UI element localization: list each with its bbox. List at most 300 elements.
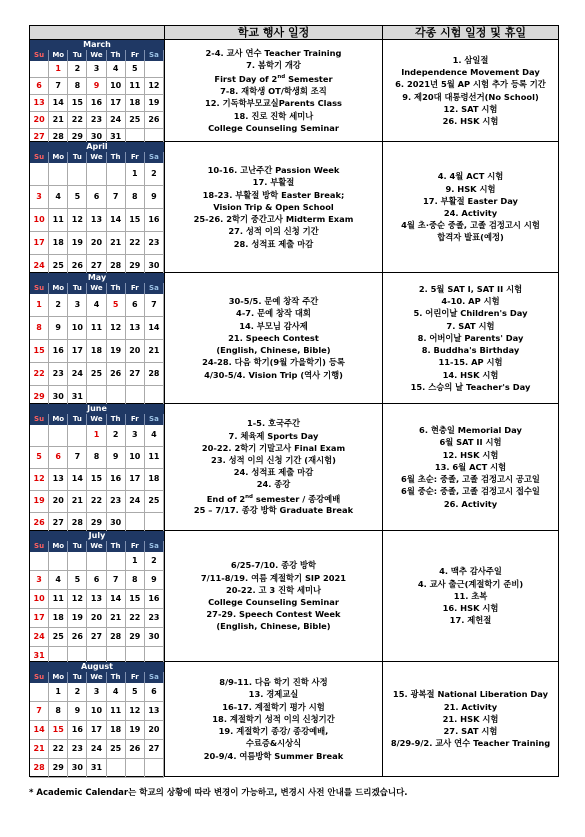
exam-holiday: Independence Movement Day	[401, 67, 540, 78]
exam-holiday: 11. 초복	[453, 590, 488, 601]
calendar-day: 21	[107, 232, 126, 254]
calendar-day	[49, 425, 68, 446]
calendar-day: 28	[107, 628, 126, 646]
calendar-day: 5	[107, 294, 126, 316]
calendar-day	[87, 163, 106, 185]
weekday-label: Th	[107, 152, 126, 163]
calendar-day: 3	[87, 61, 106, 77]
calendar-day: 6	[145, 683, 164, 701]
weekday-label: Sa	[145, 50, 164, 61]
calendar-week	[30, 78, 164, 95]
weekday-label: Tu	[68, 672, 87, 683]
calendar-day: 28	[68, 513, 87, 534]
calendar-day: 24	[30, 255, 49, 277]
calendar-day: 21	[49, 112, 68, 128]
calendar-day: 25	[49, 255, 68, 277]
calendar-day: 6	[126, 294, 145, 316]
calendar-day: 9	[49, 317, 68, 339]
weekday-label: Th	[107, 50, 126, 61]
month-row-july	[30, 531, 558, 662]
school-event: First Day of 2nd Semester	[214, 74, 333, 85]
calendar-day	[49, 163, 68, 185]
month-row-march	[30, 40, 558, 142]
mini-calendar-may	[30, 273, 165, 403]
calendar-day	[30, 61, 49, 77]
calendar-day: 22	[126, 609, 145, 627]
calendar-week	[30, 759, 164, 778]
weekday-label: Tu	[68, 152, 87, 163]
exam-holiday: 13. 6월 ACT 시험	[434, 461, 507, 472]
month-row-april	[30, 142, 558, 273]
weekday-label: Su	[30, 152, 49, 163]
calendar-day: 12	[107, 317, 126, 339]
school-events-cell	[165, 142, 383, 272]
calendar-week	[30, 552, 164, 571]
calendar-week	[30, 209, 164, 232]
exams-holidays-cell	[383, 662, 558, 776]
calendar-day: 10	[126, 447, 145, 468]
exam-holiday: 17. 제헌절	[449, 615, 492, 626]
weekday-label: Th	[107, 414, 126, 425]
calendar-day: 13	[145, 702, 164, 720]
calendar-day	[49, 552, 68, 570]
calendar-day: 14	[30, 721, 49, 739]
school-event: 21. Speech Contest	[228, 332, 319, 343]
calendar-day: 1	[87, 425, 106, 446]
exam-holiday: 21. HSK 시험	[442, 713, 499, 724]
month-row-august	[30, 662, 558, 776]
school-event: 30-5/5. 문예 창작 주간	[228, 296, 319, 307]
calendar-day: 16	[145, 209, 164, 231]
exam-holiday: 7. SAT 시험	[446, 320, 495, 331]
calendar-day: 3	[30, 571, 49, 589]
school-event: 24. 성적표 제출 마감	[233, 467, 314, 478]
weekday-label: Fr	[126, 50, 145, 61]
calendar-day: 26	[145, 112, 164, 128]
calendar-day: 18	[107, 721, 126, 739]
calendar-day: 31	[107, 129, 126, 145]
calendar-day	[107, 163, 126, 185]
calendar-day: 27	[49, 513, 68, 534]
calendar-day	[30, 552, 49, 570]
calendar-week	[30, 363, 164, 386]
weekday-label: Fr	[126, 283, 145, 294]
weekday-label: We	[87, 672, 106, 683]
exam-holiday: 26. Activity	[443, 498, 498, 509]
calendar-day: 18	[49, 232, 68, 254]
calendar-day: 14	[68, 469, 87, 490]
weekday-label: Fr	[126, 541, 145, 552]
weekday-label: Sa	[145, 152, 164, 163]
calendar-day: 10	[87, 702, 106, 720]
calendar-day: 24	[68, 363, 87, 385]
calendar-day: 20	[49, 491, 68, 512]
calendar-day: 13	[49, 469, 68, 490]
calendar-day: 10	[68, 317, 87, 339]
weekday-label: Fr	[126, 672, 145, 683]
weekday-label: Sa	[145, 414, 164, 425]
calendar-day: 12	[30, 469, 49, 490]
weekday-header	[30, 50, 164, 61]
exam-holiday: 4. 맥추 감사주일	[439, 566, 502, 577]
weekday-label: Su	[30, 541, 49, 552]
calendar-day: 4	[49, 571, 68, 589]
calendar-month-name: March	[30, 40, 164, 50]
calendar-week	[30, 628, 164, 647]
weekday-label: Mo	[49, 541, 68, 552]
exams-column-header: 각종 시험 일정 및 휴일	[383, 26, 558, 40]
exam-holiday: 4월 초·중순 중졸, 고졸 검정고시 시험	[401, 220, 540, 231]
school-event: 18. 진로 진학 세미나	[233, 110, 314, 121]
calendar-day	[30, 425, 49, 446]
exam-holiday: 6월 초순: 중졸, 고졸 검정고시 공고일	[401, 474, 540, 485]
weekday-header	[30, 152, 164, 163]
exam-holiday: 4. 4월 ACT 시험	[437, 171, 504, 182]
month-row-may	[30, 273, 558, 404]
calendar-day: 17	[87, 721, 106, 739]
calendar-day: 16	[49, 340, 68, 362]
calendar-day: 8	[87, 447, 106, 468]
school-event: 18. 계절학기 성적 이의 신청기간	[212, 713, 335, 724]
calendar-day: 11	[49, 209, 68, 231]
calendar-day: 26	[107, 363, 126, 385]
calendar-day: 3	[126, 425, 145, 446]
school-event: 16-17. 계절학기 평가 시험	[222, 701, 325, 712]
calendar-day: 2	[68, 683, 87, 701]
calendar-day: 7	[107, 186, 126, 208]
calendar-day: 22	[49, 740, 68, 758]
weekday-label: We	[87, 541, 106, 552]
month-row-june	[30, 404, 558, 531]
weekday-label: Sa	[145, 283, 164, 294]
calendar-day: 19	[68, 609, 87, 627]
calendar-day: 17	[30, 609, 49, 627]
exam-holiday: 2. 5월 SAT I, SAT II 시험	[418, 284, 523, 295]
exam-holiday: 17. 부활절 Easter Day	[423, 195, 518, 206]
weekday-label: Th	[107, 283, 126, 294]
calendar-day: 18	[49, 609, 68, 627]
calendar-week	[30, 95, 164, 112]
school-event: 8/9-11. 다음 학기 진학 사정	[219, 677, 328, 688]
weekday-label: We	[87, 414, 106, 425]
exams-holidays-cell	[383, 404, 558, 530]
school-event: 27-29. Speech Contest Week	[206, 609, 341, 620]
calendar-day: 24	[126, 491, 145, 512]
calendar-day: 16	[145, 590, 164, 608]
calendar-day: 10	[30, 590, 49, 608]
calendar-day: 15	[49, 721, 68, 739]
events-column-header: 학교 행사 일정	[165, 26, 383, 40]
calendar-week	[30, 491, 164, 513]
exam-holiday: 6월 중순: 중졸, 고졸 검정고시 접수일	[401, 486, 540, 497]
calendar-day: 23	[49, 363, 68, 385]
school-event: 13. 경제교실	[248, 689, 299, 700]
calendar-day: 18	[126, 95, 145, 111]
calendar-day: 28	[30, 759, 49, 777]
calendar-day: 30	[145, 255, 164, 277]
exam-holiday: 16. HSK 시험	[442, 603, 499, 614]
calendar-day: 18	[145, 469, 164, 490]
exam-holiday: 6. 현충일 Memorial Day	[419, 425, 522, 436]
calendar-week	[30, 740, 164, 759]
weekday-label: We	[87, 50, 106, 61]
school-events-cell	[165, 40, 383, 141]
calendar-day: 17	[126, 469, 145, 490]
calendar-day: 9	[87, 78, 106, 94]
school-event: 7. 체육제 Sports Day	[228, 430, 319, 441]
calendar-day: 14	[107, 590, 126, 608]
calendar-day: 12	[68, 590, 87, 608]
calendar-month-name: June	[30, 404, 164, 414]
calendar-day: 25	[49, 628, 68, 646]
school-event: 20-22. 고 3 진학 세미나	[225, 584, 322, 595]
calendar-day: 21	[145, 340, 164, 362]
school-event: 7-8. 재학생 OT/학생회 조직	[220, 86, 327, 97]
exams-holidays-cell	[383, 40, 558, 141]
calendar-day: 19	[145, 95, 164, 111]
calendar-day: 20	[87, 232, 106, 254]
school-event: 20-22. 2학기 기말고사 Final Exam	[201, 442, 346, 453]
exam-holiday: 14. HSK 시험	[442, 369, 499, 380]
calendar-day: 20	[87, 609, 106, 627]
exam-holiday: 6월 SAT II 시험	[439, 437, 502, 448]
calendar-day: 7	[30, 702, 49, 720]
calendar-day: 11	[107, 702, 126, 720]
exam-holiday: 9. 제20대 대통령선거(No School)	[402, 91, 539, 102]
school-event: 14. 부모님 감사제	[239, 320, 308, 331]
exam-holiday: 26. HSK 시험	[442, 115, 499, 126]
calendar-day: 7	[49, 78, 68, 94]
calendar-day: 20	[126, 340, 145, 362]
school-event: 4-7. 문예 창작 대회	[236, 308, 311, 319]
calendar-day: 23	[107, 491, 126, 512]
weekday-header	[30, 414, 164, 425]
calendar-day: 19	[107, 340, 126, 362]
school-events-cell	[165, 531, 383, 661]
calendar-day: 3	[87, 683, 106, 701]
exam-holiday: 27. SAT 시험	[443, 726, 498, 737]
exam-holiday: 11-15. AP 시험	[438, 357, 503, 368]
calendar-day: 13	[126, 317, 145, 339]
calendar-day: 9	[107, 447, 126, 468]
exam-holiday: 12. HSK 시험	[442, 449, 499, 460]
weekday-label: Mo	[49, 672, 68, 683]
calendar-day: 10	[107, 78, 126, 94]
calendar-day: 27	[30, 129, 49, 145]
school-event: 24-28. 다음 학기(9월 가을학기) 등록	[202, 357, 345, 368]
exam-holiday: 합격자 발표(예정)	[437, 232, 504, 243]
calendar-day: 22	[68, 112, 87, 128]
school-event: 7/11-8/19. 여름 계절학기 SIP 2021	[200, 572, 347, 583]
calendar-day: 2	[145, 163, 164, 185]
calendar-day: 13	[87, 590, 106, 608]
calendar-day: 15	[68, 95, 87, 111]
calendar-day: 29	[30, 386, 49, 408]
calendar-week	[30, 721, 164, 740]
school-event: 23. 성적 이의 신청 기간 (재시험)	[211, 454, 336, 465]
calendar-day: 4	[49, 186, 68, 208]
calendar-week	[30, 340, 164, 363]
calendar-day: 8	[126, 571, 145, 589]
exam-holiday: 8. Buddha's Birthday	[421, 345, 520, 356]
calendar-day: 23	[68, 740, 87, 758]
calendar-week	[30, 469, 164, 491]
weekday-label: Sa	[145, 672, 164, 683]
calendar-day: 17	[30, 232, 49, 254]
calendar-week	[30, 609, 164, 628]
calendar-day: 24	[107, 112, 126, 128]
weekday-label: Tu	[68, 541, 87, 552]
calendar-day: 4	[145, 425, 164, 446]
calendar-day: 30	[68, 759, 87, 777]
calendar-day: 1	[49, 61, 68, 77]
weekday-label: Mo	[49, 152, 68, 163]
calendar-day: 13	[87, 209, 106, 231]
weekday-label: Su	[30, 414, 49, 425]
calendar-day: 12	[68, 209, 87, 231]
calendar-day: 19	[126, 721, 145, 739]
calendar-month-name: May	[30, 273, 164, 283]
exam-holiday: 9. HSK 시험	[445, 183, 496, 194]
calendar-day: 31	[87, 759, 106, 777]
calendar-day: 5	[30, 447, 49, 468]
calendar-day: 30	[87, 129, 106, 145]
calendar-day	[126, 759, 145, 777]
calendar-day: 14	[49, 95, 68, 111]
calendar-day: 8	[49, 702, 68, 720]
calendar-day: 27	[87, 628, 106, 646]
school-event: 25 – 7/17. 종강 방학 Graduate Break	[193, 505, 354, 516]
calendar-day: 1	[30, 294, 49, 316]
exams-holidays-cell	[383, 142, 558, 272]
calendar-day: 31	[68, 386, 87, 408]
calendar-day: 3	[68, 294, 87, 316]
calendar-day	[145, 61, 164, 77]
calendar-day: 30	[107, 513, 126, 534]
calendar-month-name: July	[30, 531, 164, 541]
weekday-label: We	[87, 152, 106, 163]
weekday-label: Mo	[49, 414, 68, 425]
calendar-day: 20	[30, 112, 49, 128]
weekday-label: Mo	[49, 283, 68, 294]
calendar-day: 12	[126, 702, 145, 720]
school-event: (English, Chinese, Bible)	[216, 621, 331, 632]
school-events-cell	[165, 273, 383, 403]
calendar-day: 25	[107, 740, 126, 758]
calendar-week	[30, 571, 164, 590]
calendar-day: 27	[87, 255, 106, 277]
school-event: 1-5. 호국주간	[246, 418, 301, 429]
weekday-label: Su	[30, 50, 49, 61]
calendar-day: 8	[30, 317, 49, 339]
school-event: 2-4. 교사 연수 Teacher Training	[205, 47, 342, 58]
calendar-week	[30, 61, 164, 78]
exam-holiday: 24. Activity	[443, 208, 498, 218]
calendar-day: 28	[49, 129, 68, 145]
calendar-day: 6	[49, 447, 68, 468]
calendar-day: 17	[107, 95, 126, 111]
calendar-day: 8	[68, 78, 87, 94]
mini-calendar-april	[30, 142, 165, 272]
calendar-day	[68, 163, 87, 185]
calendar-day: 19	[30, 491, 49, 512]
calendar-day: 4	[87, 294, 106, 316]
calendar-day: 22	[126, 232, 145, 254]
calendar-day: 12	[145, 78, 164, 94]
calendar-week	[30, 186, 164, 209]
calendar-day: 31	[30, 647, 49, 665]
calendar-day: 15	[126, 209, 145, 231]
weekday-header	[30, 672, 164, 683]
exam-holiday: 1. 삼일절	[452, 54, 489, 65]
school-event: College Counseling Seminar	[208, 597, 339, 607]
calendar-day	[68, 552, 87, 570]
calendar-day: 2	[68, 61, 87, 77]
exam-holiday: 8. 어버이날 Parents' Day	[417, 332, 524, 343]
calendar-day: 8	[126, 186, 145, 208]
calendar-day: 9	[68, 702, 87, 720]
calendar-week	[30, 317, 164, 340]
exam-holiday: 15. 스승의 날 Teacher's Day	[410, 381, 531, 392]
calendar-day: 16	[87, 95, 106, 111]
calendar-day: 30	[49, 386, 68, 408]
calendar-week	[30, 425, 164, 447]
calendar-day: 18	[87, 340, 106, 362]
calendar-day: 28	[145, 363, 164, 385]
calendar-day: 26	[30, 513, 49, 534]
calendar-week	[30, 590, 164, 609]
calendar-day: 29	[49, 759, 68, 777]
calendar-day: 5	[126, 61, 145, 77]
calendar-day: 16	[107, 469, 126, 490]
exam-holiday: 8/29-9/2. 교사 연수 Teacher Training	[390, 738, 551, 749]
calendar-day: 9	[145, 186, 164, 208]
calendar-day: 11	[145, 447, 164, 468]
weekday-label: Su	[30, 672, 49, 683]
exams-holidays-cell	[383, 273, 558, 403]
calendar-day: 27	[145, 740, 164, 758]
school-event: 12. 기독학부모교실Parents Class	[205, 98, 342, 109]
calendar-day: 21	[68, 491, 87, 512]
calendar-day: 19	[68, 232, 87, 254]
calendar-day: 16	[68, 721, 87, 739]
exams-holidays-cell	[383, 531, 558, 661]
calendar-day: 4	[107, 683, 126, 701]
calendar-day: 23	[87, 112, 106, 128]
calendar-day: 10	[30, 209, 49, 231]
calendar-day: 21	[30, 740, 49, 758]
footnote: * Academic Calendar는 학교의 상황에 따라 변경이 가능하고, 변경시 사전 안내를 드리겠습니다.	[29, 788, 408, 798]
calendar-week	[30, 232, 164, 255]
weekday-label: Sa	[145, 541, 164, 552]
calendar-day: 24	[87, 740, 106, 758]
calendar-day: 24	[30, 628, 49, 646]
exam-holiday: 21. Activity	[443, 701, 498, 712]
school-event: Vision Trip & Open School	[213, 201, 334, 212]
calendar-day: 7	[68, 447, 87, 468]
calendar-day: 25	[87, 363, 106, 385]
school-event: 27. 성적 이의 신청 기간	[228, 226, 319, 237]
weekday-label: Su	[30, 283, 49, 294]
calendar-day: 20	[145, 721, 164, 739]
school-event: 10-16. 고난주간 Passion Week	[207, 165, 340, 176]
school-event: 28. 성적표 제출 마감	[233, 238, 314, 249]
calendar-day: 15	[87, 469, 106, 490]
calendar-day: 11	[87, 317, 106, 339]
school-event: 18-23. 부활절 방학 Easter Break;	[202, 189, 345, 200]
calendar-day: 6	[30, 78, 49, 94]
calendar-day: 15	[126, 590, 145, 608]
